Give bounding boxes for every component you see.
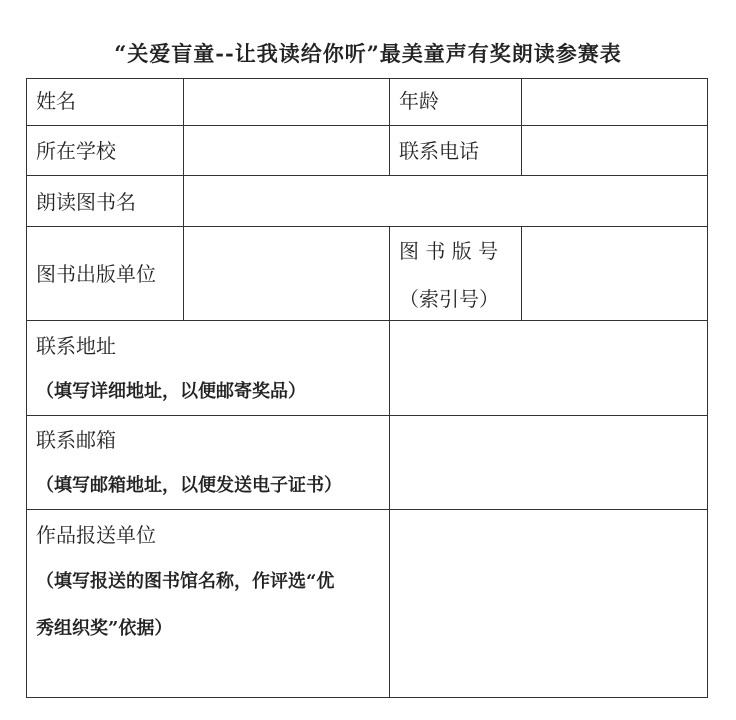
age-label: 年龄 xyxy=(399,89,439,113)
submitting-unit-hint-line1: （填写报送的图书馆名称，作评选“优 xyxy=(36,571,335,592)
submitting-unit-label: 作品报送单位 xyxy=(36,523,156,547)
address-hint: （填写详细地址，以便邮寄奖品） xyxy=(36,381,306,402)
grid-line xyxy=(26,78,27,698)
address-field[interactable] xyxy=(390,321,707,415)
school-label: 所在学校 xyxy=(36,139,116,163)
name-label: 姓名 xyxy=(36,89,76,113)
submitting-unit-hint-line2: 秀组织奖”依据） xyxy=(36,618,173,639)
grid-line xyxy=(389,226,390,320)
grid-line xyxy=(707,78,708,698)
grid-line xyxy=(389,78,390,175)
book-title-label: 朗读图书名 xyxy=(36,190,136,214)
email-label: 联系邮箱 xyxy=(36,428,116,452)
publisher-label: 图书出版单位 xyxy=(36,262,156,286)
publisher-field[interactable] xyxy=(184,227,389,320)
book-number-note: （索引号） xyxy=(399,287,499,311)
grid-line xyxy=(26,697,708,698)
book-title-field[interactable] xyxy=(184,176,707,226)
book-number-field[interactable] xyxy=(522,227,707,320)
name-field[interactable] xyxy=(184,79,389,125)
phone-field[interactable] xyxy=(522,126,707,175)
age-field[interactable] xyxy=(522,79,707,125)
phone-label: 联系电话 xyxy=(399,139,479,163)
email-field[interactable] xyxy=(390,416,707,509)
entry-form-table xyxy=(26,78,708,698)
school-field[interactable] xyxy=(184,126,389,175)
email-hint: （填写邮箱地址，以便发送电子证书） xyxy=(36,475,342,496)
submitting-unit-field[interactable] xyxy=(390,510,707,697)
book-number-label: 图 书 版 号 xyxy=(399,239,499,263)
form-title: “关爱盲童--让我读给你听”最美童声有奖朗读参赛表 xyxy=(114,41,622,66)
address-label: 联系地址 xyxy=(36,334,116,358)
